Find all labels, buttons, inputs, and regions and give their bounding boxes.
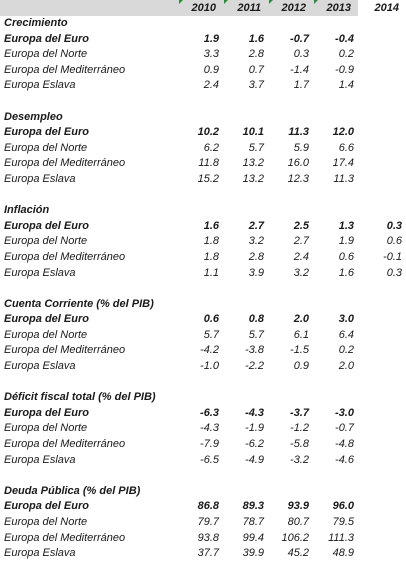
value-cell-2010[interactable]: 0.9 (203, 63, 219, 76)
value-cell-2011[interactable]: -2.2 (245, 360, 264, 373)
region-label[interactable]: Europa del Euro (4, 500, 89, 513)
table-row (0, 359, 406, 375)
value-cell-2012[interactable]: 3.2 (293, 266, 309, 279)
value-cell-2014[interactable] (358, 141, 406, 157)
value-cell-2014[interactable]: -0.1 (383, 250, 402, 263)
value-cell-2014[interactable] (358, 172, 406, 188)
value-cell-2013[interactable]: 79.5 (332, 516, 354, 528)
empty-cell[interactable] (0, 94, 178, 110)
value-cell-2012[interactable]: 106.2 (281, 531, 309, 544)
empty-cell[interactable] (268, 484, 313, 500)
region-label[interactable]: Europa del Norte (4, 235, 88, 248)
empty-cell[interactable] (358, 281, 406, 297)
region-label[interactable]: Europa del Norte (4, 516, 88, 528)
value-cell-2012[interactable]: 6.1 (293, 328, 309, 341)
empty-cell[interactable] (178, 375, 223, 391)
table-row (0, 406, 406, 422)
value-cell-2012[interactable]: 2.7 (293, 235, 309, 248)
value-cell-2013[interactable]: 111.3 (328, 531, 354, 544)
empty-cell[interactable] (0, 468, 178, 484)
empty-cell[interactable] (268, 16, 313, 32)
value-cell-2013[interactable]: -0.7 (335, 422, 354, 435)
table-row (0, 499, 406, 515)
value-cell-2012[interactable]: -0.7 (290, 32, 309, 45)
region-label[interactable]: Europa del Euro (4, 126, 89, 139)
value-cell-2010[interactable]: 93.8 (197, 531, 219, 544)
value-cell-2010[interactable]: 15.2 (197, 172, 219, 185)
value-cell-2011[interactable]: 78.7 (242, 516, 264, 528)
value-cell-2011[interactable]: 89.3 (242, 500, 264, 513)
section-title[interactable]: Inflación (4, 204, 50, 217)
region-label[interactable]: Europa del Mediterráneo (4, 344, 126, 357)
empty-cell[interactable] (178, 188, 223, 204)
value-cell-2010[interactable]: -4.2 (200, 344, 219, 357)
empty-cell[interactable] (358, 375, 406, 391)
value-cell-2014[interactable] (358, 78, 406, 94)
region-label[interactable]: Europa del Norte (4, 48, 88, 61)
table-row (0, 63, 406, 79)
value-cell-2012[interactable]: -3.2 (290, 453, 309, 466)
empty-cell[interactable] (223, 484, 268, 500)
spacer-row (0, 468, 406, 484)
empty-cell[interactable] (313, 16, 358, 32)
value-cell-2013[interactable]: 48.9 (332, 547, 354, 560)
empty-cell[interactable] (268, 281, 313, 297)
region-label[interactable]: Europa del Mediterráneo (4, 531, 126, 544)
empty-cell[interactable] (223, 390, 268, 406)
table-row (0, 156, 406, 172)
table-row (0, 125, 406, 141)
empty-cell[interactable] (178, 468, 223, 484)
value-cell-2012[interactable]: 1.7 (293, 79, 309, 92)
section-title[interactable]: Cuenta Corriente (% del PIB) (4, 297, 154, 310)
empty-cell[interactable] (313, 94, 358, 110)
section-title-row (0, 16, 406, 32)
region-label[interactable]: Europa del Mediterráneo (4, 438, 126, 451)
empty-cell[interactable] (223, 468, 268, 484)
header-blank-cell[interactable] (0, 0, 178, 16)
region-label[interactable]: Europa Eslava (4, 79, 76, 92)
value-cell-2011[interactable]: 0.8 (248, 313, 264, 326)
value-cell-2012[interactable]: 16.0 (287, 157, 309, 170)
section-title[interactable]: Deuda Pública (% del PIB) (4, 484, 141, 497)
section-title[interactable]: Déficit fiscal total (% del PIB) (4, 391, 156, 404)
empty-cell[interactable] (313, 297, 358, 313)
table-row (0, 421, 406, 437)
empty-cell[interactable] (358, 484, 406, 500)
value-cell-2014[interactable] (358, 453, 406, 469)
section-title-row (0, 484, 406, 500)
value-cell-2012[interactable]: 45.2 (287, 547, 309, 560)
value-cell-2014[interactable] (358, 328, 406, 344)
value-cell-2011[interactable]: 3.2 (248, 235, 264, 248)
header-year-2011[interactable]: 2011 (223, 0, 268, 16)
empty-cell[interactable] (358, 297, 406, 313)
value-cell-2010[interactable]: 1.8 (203, 250, 219, 263)
empty-cell[interactable] (178, 94, 223, 110)
value-cell-2010[interactable]: 37.7 (197, 547, 219, 560)
value-cell-2011[interactable]: 2.8 (248, 250, 264, 263)
region-label[interactable]: Europa Eslava (4, 172, 76, 185)
value-cell-2013[interactable]: -3.0 (335, 406, 354, 419)
empty-cell[interactable] (358, 203, 406, 219)
value-cell-2011[interactable]: -1.9 (245, 422, 264, 435)
table-row (0, 546, 406, 562)
empty-cell[interactable] (313, 281, 358, 297)
table-row (0, 531, 406, 547)
value-cell-2014[interactable]: 0.3 (386, 219, 402, 232)
region-label[interactable]: Europa del Mediterráneo (4, 63, 126, 76)
empty-cell[interactable] (313, 110, 358, 126)
value-cell-2012[interactable]: 2.4 (293, 250, 309, 263)
region-label[interactable]: Europa del Mediterráneo (4, 157, 126, 170)
value-cell-2011[interactable]: 2.8 (248, 48, 264, 61)
value-cell-2014[interactable] (358, 437, 406, 453)
value-cell-2012[interactable]: 2.0 (293, 313, 309, 326)
table-row (0, 47, 406, 63)
section-title-row (0, 203, 406, 219)
empty-cell[interactable] (313, 375, 358, 391)
value-cell-2012[interactable]: 12.3 (287, 172, 309, 185)
table-row (0, 312, 406, 328)
region-label[interactable]: Europa del Norte (4, 328, 88, 341)
table-row (0, 141, 406, 157)
region-label[interactable]: Europa del Norte (4, 141, 88, 154)
table-row (0, 172, 406, 188)
value-cell-2010[interactable]: 86.8 (197, 500, 219, 513)
empty-cell[interactable] (268, 203, 313, 219)
value-cell-2010[interactable]: -6.5 (200, 453, 219, 466)
empty-cell[interactable] (0, 188, 178, 204)
value-cell-2013[interactable]: -0.4 (335, 32, 354, 45)
value-cell-2014[interactable] (358, 515, 406, 531)
region-label[interactable]: Europa del Euro (4, 219, 89, 232)
table-row (0, 78, 406, 94)
value-cell-2013[interactable]: 1.4 (338, 79, 354, 92)
region-label[interactable]: Europa del Norte (4, 422, 88, 435)
empty-cell[interactable] (0, 375, 178, 391)
empty-cell[interactable] (313, 188, 358, 204)
table-row (0, 515, 406, 531)
empty-cell[interactable] (358, 94, 406, 110)
spacer-row (0, 375, 406, 391)
section-title-row (0, 297, 406, 313)
value-cell-2014[interactable] (358, 32, 406, 48)
value-cell-2013[interactable]: 3.0 (338, 313, 354, 326)
value-cell-2014[interactable] (358, 421, 406, 437)
value-cell-2011[interactable]: 99.4 (242, 531, 264, 544)
value-cell-2013[interactable]: 6.4 (338, 328, 354, 341)
value-cell-2012[interactable]: -5.8 (290, 438, 309, 451)
value-cell-2013[interactable]: 12.0 (332, 126, 354, 139)
empty-cell[interactable] (268, 94, 313, 110)
value-cell-2011[interactable]: 13.2 (242, 157, 264, 170)
region-label[interactable]: Europa Eslava (4, 360, 76, 373)
value-cell-2010[interactable]: -6.3 (200, 406, 219, 419)
value-cell-2011[interactable]: 39.9 (242, 547, 264, 560)
comment-marker-icon (224, 0, 228, 4)
value-cell-2011[interactable]: 3.7 (248, 79, 264, 92)
value-cell-2014[interactable] (358, 406, 406, 422)
empty-cell[interactable] (268, 297, 313, 313)
value-cell-2012[interactable]: -1.2 (290, 422, 309, 435)
value-cell-2011[interactable]: 10.1 (242, 126, 264, 139)
empty-cell[interactable] (268, 375, 313, 391)
empty-cell[interactable] (0, 281, 178, 297)
value-cell-2010[interactable]: 2.4 (203, 79, 219, 92)
empty-cell[interactable] (178, 16, 223, 32)
value-cell-2014[interactable] (358, 546, 406, 562)
section-title[interactable]: Desempleo (4, 110, 63, 123)
header-year-2014[interactable]: 2014 (358, 0, 406, 16)
value-cell-2010[interactable]: 79.7 (197, 516, 219, 528)
empty-cell[interactable] (358, 110, 406, 126)
value-cell-2013[interactable]: 1.9 (338, 235, 354, 248)
value-cell-2012[interactable]: 80.7 (287, 516, 309, 528)
empty-cell[interactable] (313, 484, 358, 500)
spacer-row (0, 188, 406, 204)
empty-cell[interactable] (223, 110, 268, 126)
value-cell-2013[interactable]: 6.6 (338, 141, 354, 154)
value-cell-2011[interactable]: -4.3 (245, 406, 264, 419)
region-label[interactable]: Europa del Euro (4, 313, 89, 326)
value-cell-2014[interactable] (358, 125, 406, 141)
empty-cell[interactable] (178, 203, 223, 219)
empty-cell[interactable] (178, 390, 223, 406)
value-cell-2010[interactable]: 1.1 (203, 266, 219, 279)
value-cell-2011[interactable]: -3.8 (245, 344, 264, 357)
header-year-2010[interactable]: 2010 (178, 0, 223, 16)
empty-cell[interactable] (313, 203, 358, 219)
value-cell-2010[interactable]: -7.9 (200, 438, 219, 451)
region-label[interactable]: Europa del Euro (4, 32, 89, 45)
empty-cell[interactable] (358, 16, 406, 32)
spacer-row (0, 94, 406, 110)
spacer-row (0, 281, 406, 297)
value-cell-2012[interactable]: -1.5 (290, 344, 309, 357)
value-cell-2011[interactable]: -4.9 (245, 453, 264, 466)
empty-cell[interactable] (178, 281, 223, 297)
value-cell-2012[interactable]: 2.5 (293, 219, 309, 232)
value-cell-2014[interactable] (358, 47, 406, 63)
year-header-row (0, 0, 406, 16)
value-cell-2010[interactable]: 10.2 (197, 126, 219, 139)
value-cell-2013[interactable]: 0.2 (338, 344, 354, 357)
value-cell-2011[interactable]: 5.7 (248, 141, 264, 154)
value-cell-2011[interactable]: 3.9 (248, 266, 264, 279)
comment-marker-icon (314, 0, 318, 4)
empty-cell[interactable] (268, 468, 313, 484)
table-row (0, 328, 406, 344)
comment-marker-icon (179, 0, 183, 4)
empty-cell[interactable] (358, 188, 406, 204)
value-cell-2013[interactable]: 96.0 (332, 500, 354, 513)
value-cell-2014[interactable]: 0.3 (386, 266, 402, 279)
comment-marker-icon (269, 0, 273, 4)
value-cell-2014[interactable] (358, 312, 406, 328)
value-cell-2010[interactable]: 5.7 (203, 328, 219, 341)
value-cell-2014[interactable] (358, 359, 406, 375)
empty-cell[interactable] (313, 468, 358, 484)
empty-cell[interactable] (268, 110, 313, 126)
value-cell-2014[interactable] (358, 343, 406, 359)
value-cell-2011[interactable]: 0.7 (248, 63, 264, 76)
value-cell-2014[interactable] (358, 63, 406, 79)
header-year-2013[interactable]: 2013 (313, 0, 358, 16)
value-cell-2011[interactable]: 5.7 (248, 328, 264, 341)
value-cell-2012[interactable]: 5.9 (293, 141, 309, 154)
value-cell-2012[interactable]: -3.7 (290, 406, 309, 419)
empty-cell[interactable] (223, 375, 268, 391)
section-title-row (0, 390, 406, 406)
value-cell-2010[interactable]: 6.2 (203, 141, 219, 154)
value-cell-2013[interactable]: -4.6 (335, 453, 354, 466)
value-cell-2013[interactable]: 1.3 (338, 219, 354, 232)
value-cell-2010[interactable]: 1.9 (203, 32, 219, 45)
value-cell-2013[interactable]: 17.4 (332, 157, 354, 170)
value-cell-2014[interactable] (358, 531, 406, 547)
value-cell-2011[interactable]: 13.2 (242, 172, 264, 185)
value-cell-2010[interactable]: -4.3 (200, 422, 219, 435)
empty-cell[interactable] (223, 203, 268, 219)
value-cell-2011[interactable]: 2.7 (248, 219, 264, 232)
empty-cell[interactable] (223, 94, 268, 110)
value-cell-2012[interactable]: 0.3 (293, 48, 309, 61)
empty-cell[interactable] (178, 297, 223, 313)
table-row (0, 234, 406, 250)
value-cell-2010[interactable]: 11.8 (198, 157, 219, 170)
value-cell-2011[interactable]: -6.2 (245, 438, 264, 451)
value-cell-2013[interactable]: 2.0 (338, 360, 354, 373)
value-cell-2013[interactable]: 11.3 (333, 172, 354, 185)
empty-cell[interactable] (223, 16, 268, 32)
value-cell-2010[interactable]: 0.6 (203, 313, 219, 326)
value-cell-2012[interactable]: 93.9 (287, 500, 309, 513)
table-row (0, 32, 406, 48)
value-cell-2010[interactable]: -1.0 (200, 360, 219, 373)
region-label[interactable]: Europa del Euro (4, 406, 89, 419)
table-row (0, 343, 406, 359)
region-label[interactable]: Europa Eslava (4, 453, 76, 466)
value-cell-2013[interactable]: -0.9 (335, 63, 354, 76)
empty-cell[interactable] (223, 281, 268, 297)
value-cell-2010[interactable]: 1.6 (203, 219, 219, 232)
value-cell-2012[interactable]: -1.4 (290, 63, 309, 76)
section-title-row (0, 110, 406, 126)
value-cell-2010[interactable]: 3.3 (203, 48, 219, 61)
value-cell-2013[interactable]: -4.8 (335, 438, 354, 451)
empty-cell[interactable] (178, 110, 223, 126)
value-cell-2014[interactable]: 0.6 (386, 235, 402, 248)
value-cell-2010[interactable]: 1.8 (203, 235, 219, 248)
table-row (0, 266, 406, 282)
region-label[interactable]: Europa Eslava (4, 547, 76, 560)
value-cell-2013[interactable]: 0.6 (338, 250, 354, 263)
empty-cell[interactable] (223, 188, 268, 204)
empty-cell[interactable] (358, 390, 406, 406)
empty-cell[interactable] (313, 390, 358, 406)
empty-cell[interactable] (358, 468, 406, 484)
value-cell-2013[interactable]: 1.6 (338, 266, 354, 279)
value-cell-2014[interactable] (358, 156, 406, 172)
value-cell-2011[interactable]: 1.6 (248, 32, 264, 45)
value-cell-2014[interactable] (358, 499, 406, 515)
region-label[interactable]: Europa Eslava (4, 266, 76, 279)
empty-cell[interactable] (178, 484, 223, 500)
value-cell-2012[interactable]: 0.9 (293, 360, 309, 373)
empty-cell[interactable] (223, 297, 268, 313)
section-title[interactable]: Crecimiento (4, 17, 68, 29)
table-row (0, 453, 406, 469)
empty-cell[interactable] (268, 188, 313, 204)
value-cell-2012[interactable]: 11.3 (288, 126, 309, 139)
table-row (0, 219, 406, 235)
region-label[interactable]: Europa del Mediterráneo (4, 250, 126, 263)
table-row (0, 437, 406, 453)
header-year-2012[interactable]: 2012 (268, 0, 313, 16)
value-cell-2013[interactable]: 0.2 (338, 48, 354, 61)
empty-cell[interactable] (268, 390, 313, 406)
table-row (0, 250, 406, 266)
